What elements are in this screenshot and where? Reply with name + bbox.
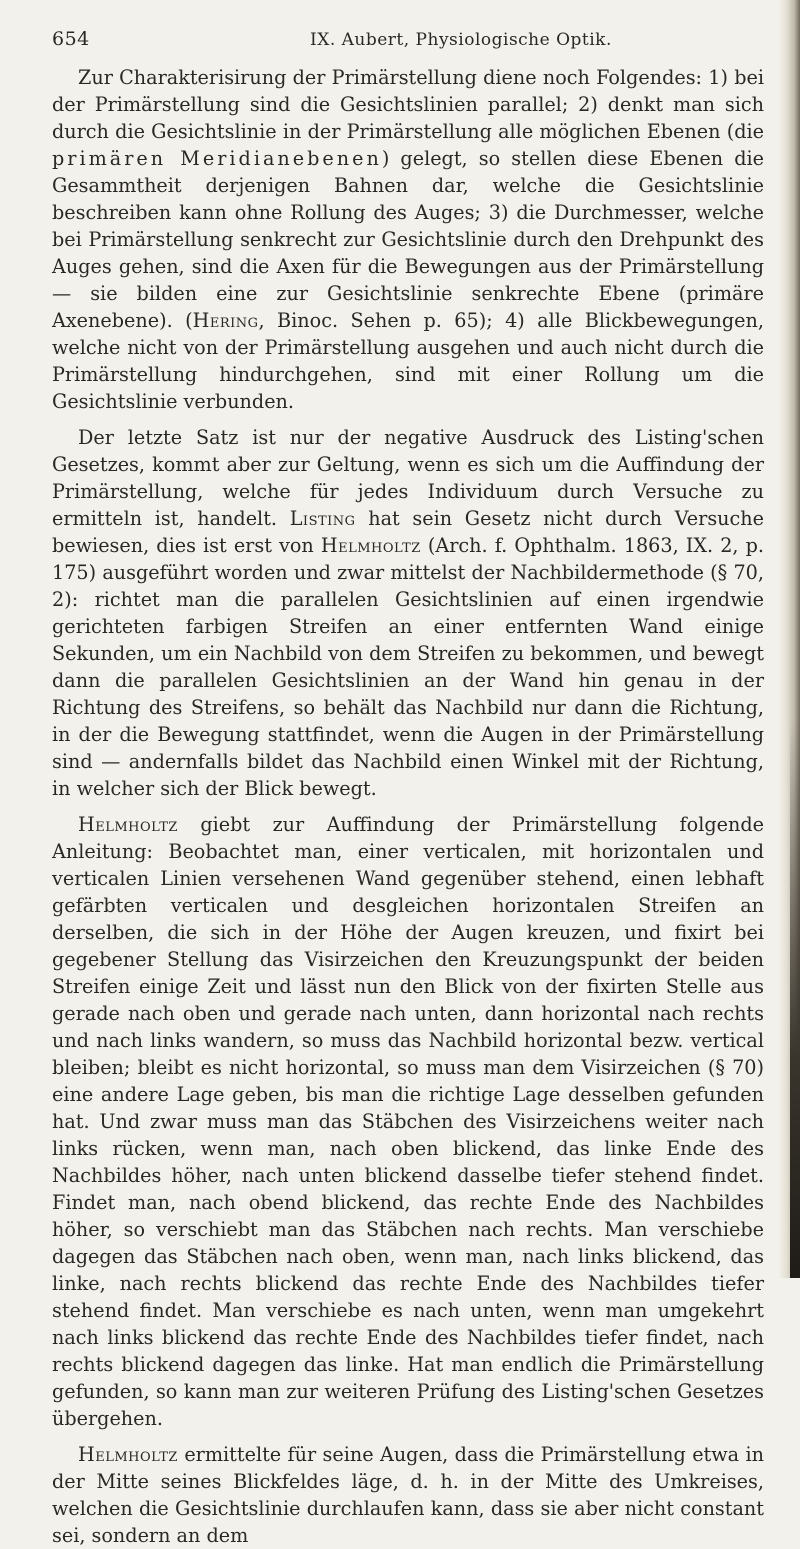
author-hering: Hering bbox=[192, 309, 259, 332]
book-page bbox=[52, 24, 764, 1549]
paragraph-4: Helmholtz ermittelte für seine Augen, dass die Primärstellung etwa in der Mitte seines Blickfeldes läge, d. h. in der Mitte des Umkreises, welchen die Gesichtslinie durchlaufen kann, dass sie aber nicht constant sei, sondern an dem bbox=[52, 1443, 764, 1547]
paragraph-3: Helmholtz giebt zur Auffindung der Primärstellung folgende Anleitung: Beobachtet man, einer verticalen, mit horizontalen und verticalen Linien versehenen Wand gegenüber stehend, einen lebhaft gefärbten verticalen und desgleichen horizontalen Streifen an derselben, die sich in der Höhe der Augen kreuzen, und fixirt bei gegebener Stellung das Visirzeichen den Kreuzungspunkt der beiden Streifen einige Zeit und lässt nun den Blick von der fixirten Stelle aus gerade nach oben und gerade nach unten, dann horizontal nach rechts und nach links wandern, so muss das Nachbild horizontal bezw. vertical bleiben; bleibt es nicht horizontal, so muss man dem Visirzeichen (§ 70) eine andere Lage geben, bis man die richtige Lage desselben gefunden hat. Und zwar muss man das Stäbchen des Visirzeichens weiter nach links rücken, wenn man, nach oben blickend, das linke Ende des Nachbildes höher, nach unten blickend dasselbe tiefer stehend findet. Findet man, nach obend blickend, das rechte Ende des Nachbildes höher, so verschiebt man das Stäbchen nach rechts. Man verschiebe dagegen das Stäbchen nach oben, wenn man, nach links blickend, das linke, nach rechts blickend das rechte Ende des Nachbildes tiefer stehend findet. Man verschiebe es nach unten, wenn man umgekehrt nach links blickend das rechte Ende des Nachbildes tiefer findet, nach rechts blickend dagegen das linke. Hat man endlich die Primärstellung gefunden, so kann man zur weiteren Prüfung des Listing'schen Gesetzes übergehen. bbox=[52, 813, 764, 1430]
running-head: IX. Aubert, Physiologische Optik. bbox=[310, 30, 612, 50]
paragraph-2: Der letzte Satz ist nur der negative Ausdruck des Listing'schen Gesetzes, kommt aber zur Geltung, wenn es sich um die Auffindung der Primärstellung, welche für jedes Individuum durch Versuche zu ermitteln ist, handelt. Listing hat sein Gesetz nicht durch Versuche bewiesen, dies ist erst von Helmholtz (Arch. f. Ophthalm. 1863, IX. 2, p. 175) ausgeführt worden und zwar mittelst der Nachbildermethode (§ 70, 2): richtet man die parallelen Gesichtslinien auf einen irgendwie gerichteten farbigen Streifen an einer entfernten Wand einige Sekunden, um ein Nachbild von dem Streifen zu bekommen, und bewegt dann die parallelen Gesichtslinien an der Wand hin genau in der Richtung des Streifens, so behält das Nachbild nur dann die Richtung, in der die Bewegung stattfindet, wenn die Augen in der Primärstellung sind — andernfalls bildet das Nachbild einen Winkel mit der Richtung, in welcher sich der Blick bewegt. bbox=[52, 426, 764, 800]
paragraph-1: Zur Charakterisirung der Primärstellung diene noch Folgendes: 1) bei der Primärstellung sind die Gesichtslinien parallel; 2) denkt man sich durch die Gesichtslinie in der Primärstellung alle möglichen Ebenen (die primären Meridianebenen) gelegt, so stellen diese Ebenen die Gesammtheit derjenigen Bahnen dar, welche die Gesichtslinie beschreiben kann ohne Rollung des Auges; 3) die Durchmesser, welche bei Primärstellung senkrecht zur Gesichtslinie durch den Drehpunkt des Auges gehen, sind die Axen für die Bewegungen aus der Primärstellung — sie bilden eine zur Gesichtslinie senkrechte Ebene (primäre Axenebene). (Hering, Binoc. Sehen p. 65); 4) alle Blickbewegungen, welche nicht von der Primärstellung ausgehen und auch nicht durch die Primärstellung hindurchgehen, sind mit einer Rollung um die Gesichtslinie verbunden. bbox=[52, 66, 764, 413]
author-helmholtz: Helmholtz bbox=[78, 1443, 178, 1466]
author-helmholtz: Helmholtz bbox=[78, 813, 178, 836]
author-listing: Listing bbox=[289, 507, 356, 530]
emphasis-primaere-meridianebenen: primären Meridianebenen bbox=[52, 147, 382, 170]
author-helmholtz: Helmholtz bbox=[320, 534, 421, 557]
page-header bbox=[52, 24, 764, 64]
page-edge-dark bbox=[790, 718, 800, 1278]
page-number: 654 bbox=[52, 28, 90, 50]
